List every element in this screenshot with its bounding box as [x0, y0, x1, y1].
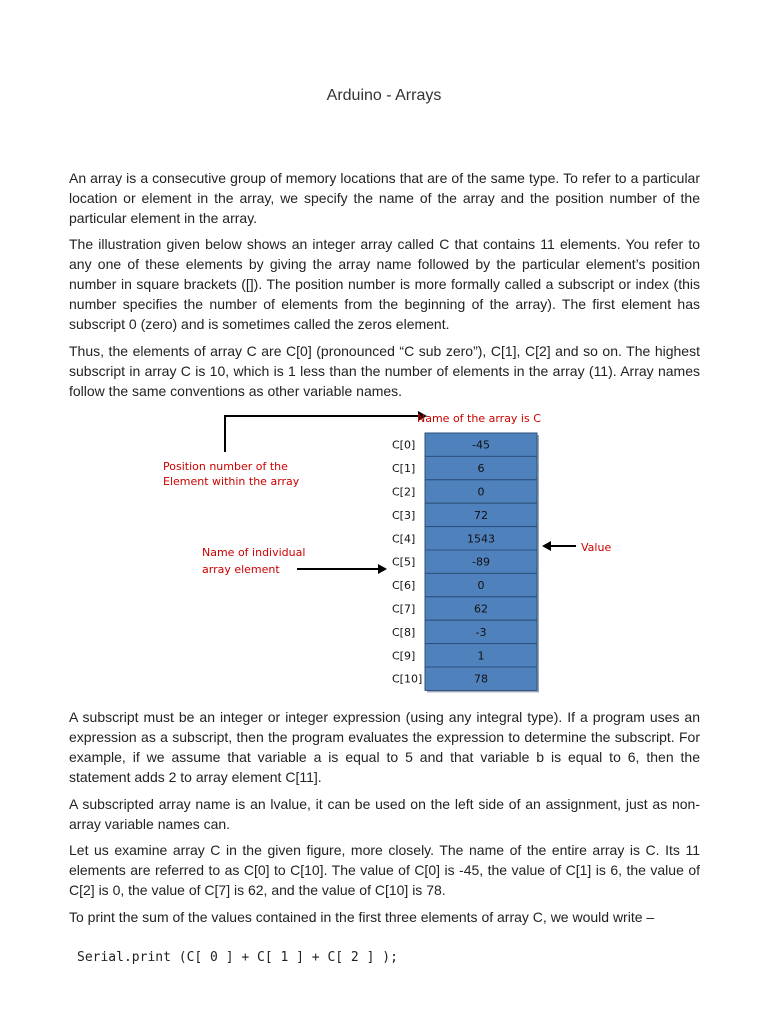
element-arrow-head — [378, 564, 387, 574]
array-subscript: C[5] — [392, 555, 416, 569]
array-subscripts — [392, 439, 422, 686]
array-cell-value: 1543 — [467, 532, 495, 546]
element-label-line1: Name of individual — [202, 546, 306, 559]
array-subscript: C[4] — [392, 532, 416, 546]
array-cell-value: 72 — [474, 508, 488, 522]
array-subscript: C[9] — [392, 649, 416, 663]
paragraph-elements: Thus, the elements of array C are C[0] (pronounced “C sub zero”), C[1], C[2] and so on. The highest subscript in array C is 10, which is 1 less than the number of elements in the array (11). Array names follow the same conventions as other variable names. — [69, 343, 700, 399]
position-label-line2: Element within the array — [163, 475, 300, 488]
array-cell-value: -89 — [472, 555, 490, 569]
paragraph-examine: Let us examine array C in the given figure, more closely. The name of the entire array is C. Its 11 elements are referred to as C[0] to C[10]. The value of C[0] is -45, the value of C[1] is 6, the value of C[2] is 0, the value of C[7] is 62, and the value of C[10] is 78. — [69, 842, 700, 898]
position-label-line1: Position number of the — [163, 460, 288, 473]
array-cell-value: 78 — [474, 672, 488, 686]
array-subscript: C[7] — [392, 602, 416, 616]
paragraph-lvalue: A subscripted array name is an lvalue, it can be used on the left side of an assignment, just as non-array variable names can. — [69, 796, 700, 832]
paragraph-intro: An array is a consecutive group of memory locations that are of the same type. To refer to a particular location or element in the array, we specify the name of the array and the position number of the particular element in the array. — [69, 170, 700, 226]
array-subscript: C[10] — [392, 672, 423, 686]
array-subscript: C[3] — [392, 508, 416, 522]
array-cells — [425, 433, 539, 692]
page-title: Arduino - Arrays — [326, 87, 442, 104]
array-subscript: C[6] — [392, 579, 416, 593]
paragraph-print: To print the sum of the values contained in the first three elements of array C, we would write – — [69, 909, 655, 925]
array-subscript: C[1] — [392, 462, 416, 476]
value-label: Value — [581, 541, 612, 554]
array-cell-value: -45 — [472, 438, 490, 452]
value-arrow-head — [542, 541, 551, 551]
array-cell-value: 6 — [477, 462, 485, 476]
paragraph-illustration: The illustration given below shows an integer array called C that contains 11 elements. You refer to any one of these elements by giving the array name followed by the particular element’s position number in square brackets ([]). The position number is more formally called a subscript or index (this number specifies the number of elements from the beginning of the array). The first element has subscript 0 (zero) and is sometimes called the zeros element. — [69, 236, 700, 332]
array-cell-value: 62 — [474, 602, 488, 616]
array-diagram — [0, 400, 768, 700]
array-cell-value: 0 — [477, 579, 485, 593]
array-cell-value: 1 — [477, 649, 485, 663]
array-subscript: C[0] — [392, 438, 416, 452]
array-cell-value: -3 — [475, 625, 487, 639]
array-subscript: C[8] — [392, 625, 416, 639]
array-subscript: C[2] — [392, 485, 416, 499]
array-name-label: Name of the array is C — [417, 412, 541, 425]
array-cell-value: 0 — [477, 485, 485, 499]
code-snippet: Serial.print (C[ 0 ] + C[ 1 ] + C[ 2 ] ); — [77, 950, 398, 965]
paragraph-subscript: A subscript must be an integer or integer expression (using any integral type). If a program uses an expression as a subscript, then the program evaluates the expression to determine the subscript. For example, if we assume that variable a is equal to 5 and that variable b is equal to 6, then the statement adds 2 to array element C[11]. — [69, 709, 700, 785]
array-name-arrow — [225, 416, 418, 452]
element-label-line2: array element — [202, 563, 280, 576]
